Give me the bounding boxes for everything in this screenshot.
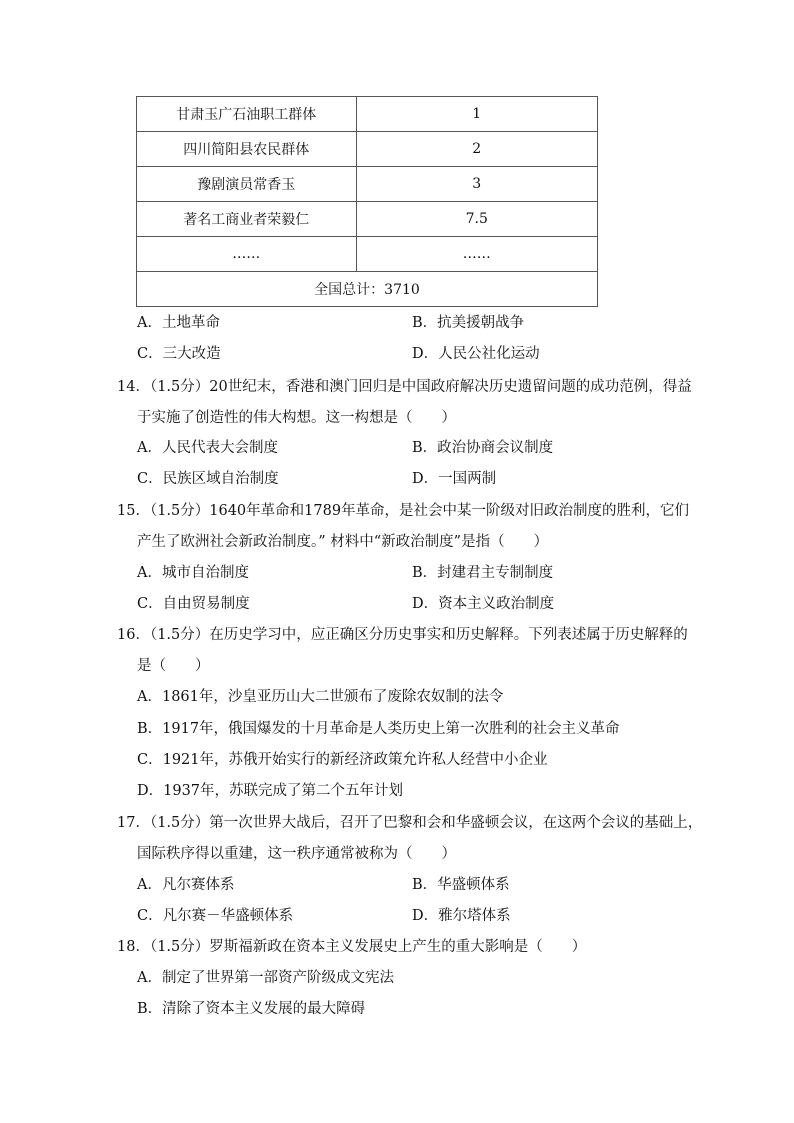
q16-option-d: D．1937年，苏联完成了第二个五年计划 (137, 783, 404, 799)
q15-option-a: A．城市自治制度 (137, 565, 249, 581)
q17-option-a: A．凡尔赛体系 (137, 877, 235, 893)
q16-stem-line2: 是（ ） (137, 658, 210, 674)
table-cell-value: 7.5 (356, 202, 597, 237)
table-cell-name: 四川简阳县农民群体 (137, 132, 357, 167)
table-row (137, 97, 598, 132)
table-cell-name: 豫剧演员常香玉 (137, 167, 357, 202)
table-cell-value: 1 (356, 97, 597, 132)
q18-option-b: B．清除了资本主义发展的最大障碍 (137, 1001, 366, 1017)
q13-option-a: A．土地革命 (137, 315, 220, 331)
q15-option-b: B．封建君主专制制度 (412, 565, 554, 581)
q14-option-a: A．人民代表大会制度 (137, 440, 278, 456)
table-total-row (137, 272, 598, 307)
q15-stem-line2: 产生了欧洲社会新政治制度。” 材料中“新政治制度”是指（ ） (137, 534, 549, 550)
q17-stem-line2: 国际秩序得以重建，这一秩序通常被称为（ ） (137, 846, 456, 862)
q16-option-a: A．1861年，沙皇亚历山大二世颁布了废除农奴制的法令 (137, 689, 504, 705)
q18-option-a: A．制定了世界第一部资产阶级成文宪法 (137, 970, 394, 986)
q13-option-c: C．三大改造 (137, 346, 221, 362)
q13-option-b: B．抗美援朝战争 (412, 315, 525, 331)
q14-stem-line2: 于实施了创造性的伟大构想。这一构想是（ ） (137, 410, 456, 426)
q17-option-d: D．雅尔塔体系 (412, 908, 511, 924)
q17-option-c: C．凡尔赛－华盛顿体系 (137, 908, 294, 924)
q14-option-d: D．一国两制 (412, 471, 497, 487)
q13-option-d: D．人民公社化运动 (412, 346, 540, 362)
q17-stem-line1: 17．（1.5分）第一次世界大战后，召开了巴黎和会和华盛顿会议，在这两个会议的基础上， (117, 815, 703, 831)
table-row (137, 167, 598, 202)
table-row (137, 132, 598, 167)
table-row (137, 202, 598, 237)
q16-option-c: C．1921年，苏俄开始实行的新经济政策允许私人经营中小企业 (137, 752, 548, 768)
q17-option-b: B．华盛顿体系 (412, 877, 510, 893)
table-row (137, 237, 598, 272)
table-cell-value: 3 (356, 167, 597, 202)
table-cell-name: 甘肃玉广石油职工群体 (137, 97, 357, 132)
q16-stem-line1: 16．（1.5分）在历史学习中，应正确区分历史事实和历史解释。下列表述属于历史解释的 (117, 627, 688, 643)
q15-option-c: C．自由贸易制度 (137, 596, 250, 612)
q14-stem-line1: 14．（1.5分）20世纪末，香港和澳门回归是中国政府解决历史遗留问题的成功范例，得益 (117, 379, 692, 395)
q16-option-b: B．1917年，俄国爆发的十月革命是人类历史上第一次胜利的社会主义革命 (137, 721, 620, 737)
q14-option-b: B．政治协商会议制度 (412, 440, 554, 456)
table-cell-name: 著名工商业者荣毅仁 (137, 202, 357, 237)
table-cell-value: …… (356, 237, 597, 272)
table-total: 全国总计：3710 (137, 272, 598, 307)
q15-option-d: D．资本主义政治制度 (412, 596, 555, 612)
q14-option-c: C．民族区域自治制度 (137, 471, 279, 487)
q15-stem-line1: 15．（1.5分）1640年革命和1789年革命，是社会中某一阶级对旧政治制度的胜利，它们 (117, 503, 690, 519)
table-cell-name: …… (137, 237, 357, 272)
table-cell-value: 2 (356, 132, 597, 167)
donation-table (136, 96, 598, 307)
q18-stem-line1: 18．（1.5分）罗斯福新政在资本主义发展史上产生的重大影响是（ ） (117, 939, 587, 955)
